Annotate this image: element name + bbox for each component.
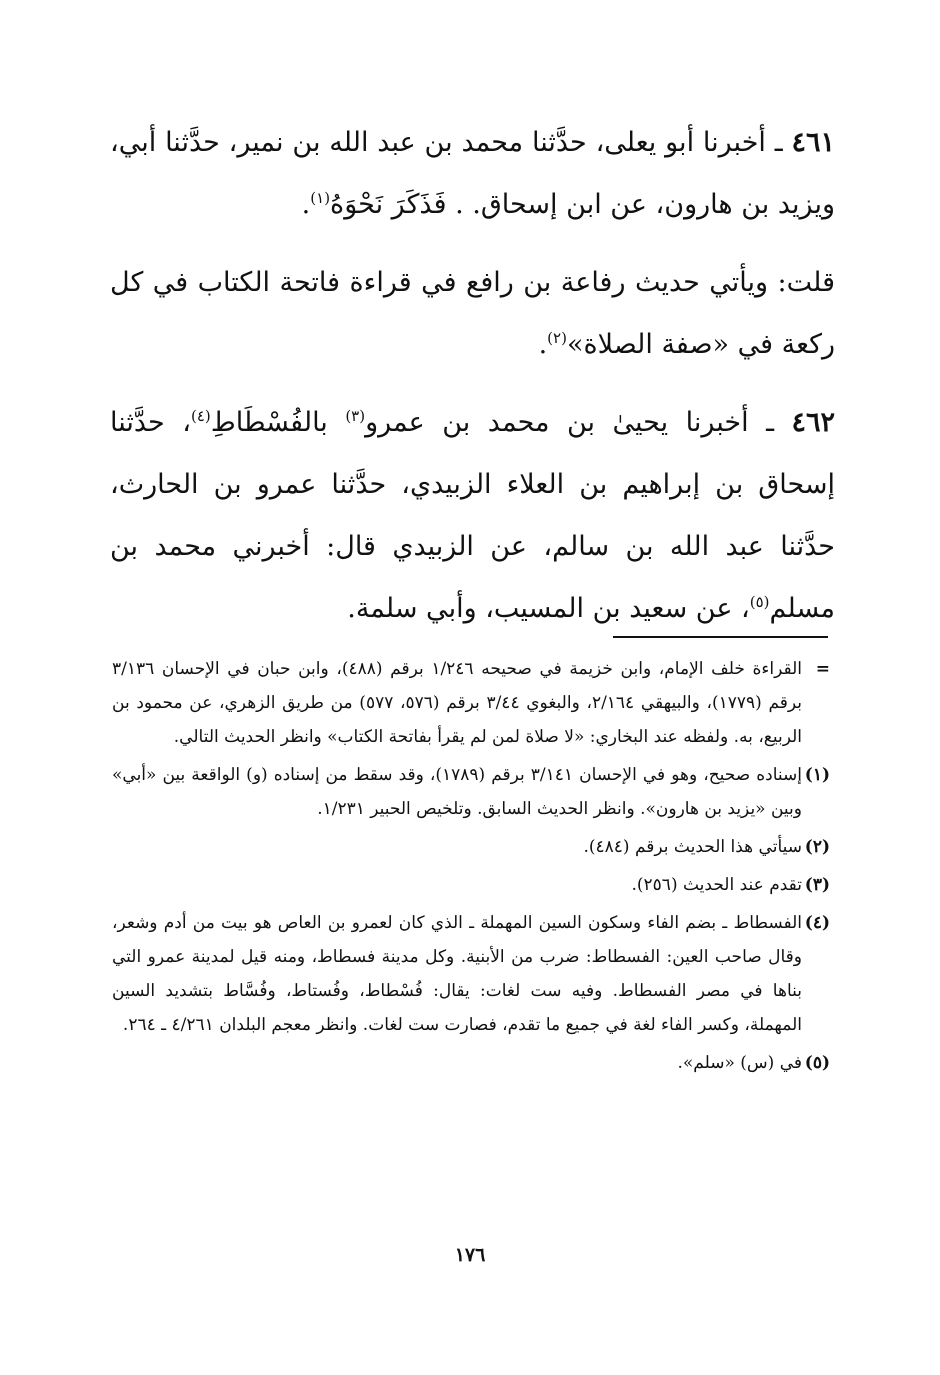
punctuation: . [301,189,311,220]
footnote-text: تقدم عند الحديث (٢٥٦). [631,875,802,895]
footnote-1 [112,758,830,826]
footnote-ref[interactable]: (٥) [749,593,770,611]
footnote-marker: (٥) [804,1053,830,1073]
footnote-marker: (١) [804,765,830,785]
punctuation: . [538,329,548,360]
editor-note [110,252,835,376]
footnote-text: إسناده صحيح، وهو في الإحسان ٣/١٤١ برقم (١٧٨٩)، وقد سقط من إسناده (و) الواقعة بين «أبي» وبين «يزيد بن هارون». وانظر الحديث السابق. وتلخيص الحبير ١/٢٣١. [112,765,802,819]
hadith-462 [110,392,835,640]
hadith-number: ٤٦١ [791,127,835,158]
footnote-text: سيأتي هذا الحديث برقم (٤٨٤). [583,837,802,857]
footnote-marker: (٣) [804,875,830,895]
hadith-text: ـ أخبرنا يحيىٰ بن محمد بن عمرو [365,407,792,438]
hadith-461 [110,112,835,236]
note-text: قلت: ويأتي حديث رفاعة بن رافع في قراءة فاتحة الكتاب في كل ركعة في «صفة الصلاة» [110,267,835,360]
footnote-ref[interactable]: (١) [310,189,331,207]
footnote-ref[interactable]: (٤) [190,407,211,425]
main-text [110,112,835,640]
footnote-marker: = [815,659,830,679]
hadith-text: ، حدَّثنا إسحاق بن إبراهيم بن العلاء الزبيدي، حدَّثنا عمرو بن الحارث، حدَّثنا عبد الله بن سالم، عن الزبيدي قال: أخبرني محمد بن مسلم [110,407,835,624]
footnote-text: في (س) «سلم». [677,1053,802,1073]
footnotes [112,652,830,1080]
footnote-separator [613,636,828,638]
footnote-5 [112,1046,830,1080]
hadith-text: ـ أخبرنا أبو يعلى، حدَّثنا محمد بن عبد الله بن نمير، حدَّثنا أبي، ويزيد بن هارون، عن ابن إسحاق. . فَذَكَرَ نَحْوَهُ [110,127,835,220]
footnote-ref[interactable]: (٢) [547,329,567,347]
footnote-marker: (٤) [804,913,830,933]
footnote-continuation [112,652,830,754]
hadith-number: ٤٦٢ [791,407,836,438]
footnote-text: القراءة خلف الإمام، وابن خزيمة في صحيحه ١/٢٤٦ برقم (٤٨٨)، وابن حبان في الإحسان ٣/١٣٦ برقم (١٧٧٩)، والبيهقي ٢/١٦٤، والبغوي ٣/٤٤ برقم (٥٧٦، ٥٧٧) من طريق الزهري، عن محمود بن الربيع، به. ولفظه عند البخاري: «لا صلاة لمن لم يقرأ بفاتحة الكتاب» وانظر الحديث التالي. [112,659,803,747]
footnote-ref[interactable]: (٣) [345,407,366,425]
page-number: ١٧٦ [454,1244,486,1266]
footnote-4 [112,906,830,1042]
footnote-text: الفسطاط ـ بضم الفاء وسكون السين المهملة ـ الذي كان لعمرو بن العاص هو بيت من أدم وشعر، وقال صاحب العين: الفسطاط: ضرب من الأبنية. وكل مدينة فسطاط، ومنه قيل لمدينة عمرو التي بناها في مصر الفسطاط. وفيه ست لغات: يقال: فُسْطاط، وفُستاط، وفُسَّاط بتشديد السين المهملة، وكسر الفاء لغة في جميع ما تقدم، فصارت ست لغات. وانظر معجم البلدان ٤/٢٦١ ـ ٢٦٤. [112,913,802,1035]
footnote-marker: (٢) [804,837,830,857]
hadith-text: بالفُسْطَاطِ [210,407,346,438]
hadith-text: ، عن سعيد بن المسيب، وأبي سلمة. [347,593,750,624]
footnote-3 [112,868,830,902]
footnote-2 [112,830,830,864]
